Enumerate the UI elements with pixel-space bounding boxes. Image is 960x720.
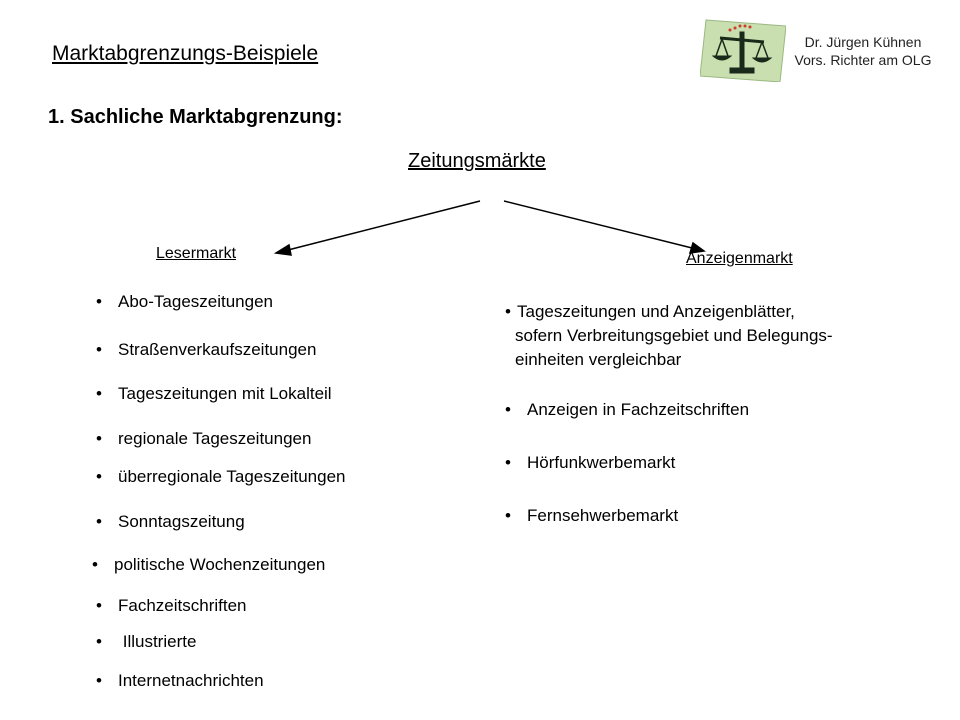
arrow-right [504, 201, 692, 248]
bullet: • [505, 400, 511, 419]
arrow-left-head [276, 245, 291, 255]
bullet: • [505, 302, 511, 321]
bullet: • [96, 596, 102, 615]
list-item: • Anzeigen in Fachzeitschriften [505, 400, 750, 419]
branch-anzeigenmarkt: Anzeigenmarkt [686, 250, 793, 267]
bullet: • [505, 506, 511, 525]
page-title: Marktabgrenzungs-Beispiele [52, 42, 319, 65]
bullet: • [96, 384, 102, 403]
bullet: • [505, 453, 511, 472]
bullet: • [96, 671, 102, 690]
bullet: • [96, 632, 102, 651]
root-node: Zeitungsmärkte [408, 150, 546, 172]
bullet: • [96, 467, 102, 486]
list-item: • regionale Tageszeitungen [96, 429, 312, 448]
bullet: • [96, 429, 102, 448]
list-item: • Hörfunkwerbemarkt [505, 453, 676, 472]
list-item: • Straßenverkaufszeitungen [96, 340, 317, 359]
list-item: • Fachzeitschriften [96, 596, 247, 615]
list-item: • Tageszeitungen mit Lokalteil [96, 384, 332, 403]
list-item: • Sonntagszeitung [96, 512, 245, 531]
bullet: • [96, 292, 102, 311]
bullet: • [96, 512, 102, 531]
author-name: Dr. Jürgen Kühnen [804, 34, 922, 50]
list-item: • Internetnachrichten [96, 671, 264, 690]
list-item: • überregionale Tageszeitungen [96, 467, 346, 486]
section-heading: 1. Sachliche Marktabgrenzung: [48, 106, 343, 128]
list-item: • Fernsehwerbemarkt [505, 506, 679, 525]
arrow-left [288, 201, 480, 250]
list-item: • Abo-Tageszeitungen [96, 292, 274, 311]
bullet: • [92, 555, 98, 574]
list-item: • politische Wochenzeitungen [92, 555, 326, 574]
branch-lesermarkt: Lesermarkt [156, 245, 237, 262]
list-item: • Tageszeitungen und Anzeigenblätter, sofern Verbreitungsgebiet und Belegungs- einheiten vergleichbar [505, 302, 833, 369]
author-role: Vors. Richter am OLG [794, 52, 932, 68]
bullet: • [96, 340, 102, 359]
list-item: • Illustrierte [96, 632, 197, 651]
